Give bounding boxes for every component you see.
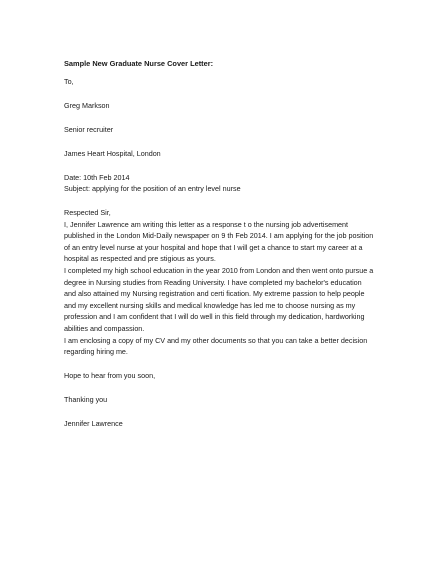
recipient-name: Greg Markson xyxy=(64,100,110,110)
signature: Jennifer Lawrence xyxy=(64,419,123,429)
letter-date: Date: 10th Feb 2014 xyxy=(64,172,130,182)
letter-subject: Subject: applying for the position of an entry level nurse xyxy=(64,184,241,194)
body-paragraph-2: I completed my high school education in the year 2010 from London and then went onto pursue a degree in Nursing studies from Reading University. I have completed my bachelor's education and also attained my Nursing registration and certi fication. My extreme passion to help people and my excellent nursing skills and medical knowledge has led me to choose nursing as my profession and I am confident that I will do well in this field through my dedication, hardworking abilities and compassion. xyxy=(64,266,374,334)
closing-hope: Hope to hear from you soon, xyxy=(64,371,156,381)
letter-title: Sample New Graduate Nurse Cover Letter: xyxy=(64,59,214,68)
to-line: To, xyxy=(64,76,74,86)
body-paragraph-1: I, Jennifer Lawrence am writing this letter as a response t o the nursing job advertisement published in the London Mid-Daily newspaper on 9 th Feb 2014. I am applying for the job position of an entry level nurse at your hospital and hope that I will get a chance to start my career at a hospital as respected and pre stigious as yours. xyxy=(64,219,374,264)
cover-letter xyxy=(64,58,384,430)
salutation: Respected Sir, xyxy=(64,208,111,218)
closing-thanks: Thanking you xyxy=(64,395,108,405)
recipient-title: Senior recruiter xyxy=(64,124,114,134)
body-paragraph-3: I am enclosing a copy of my CV and my other documents so that you can take a better decision regarding hiring me. xyxy=(64,335,368,357)
recipient-organization: James Heart Hospital, London xyxy=(64,148,161,158)
